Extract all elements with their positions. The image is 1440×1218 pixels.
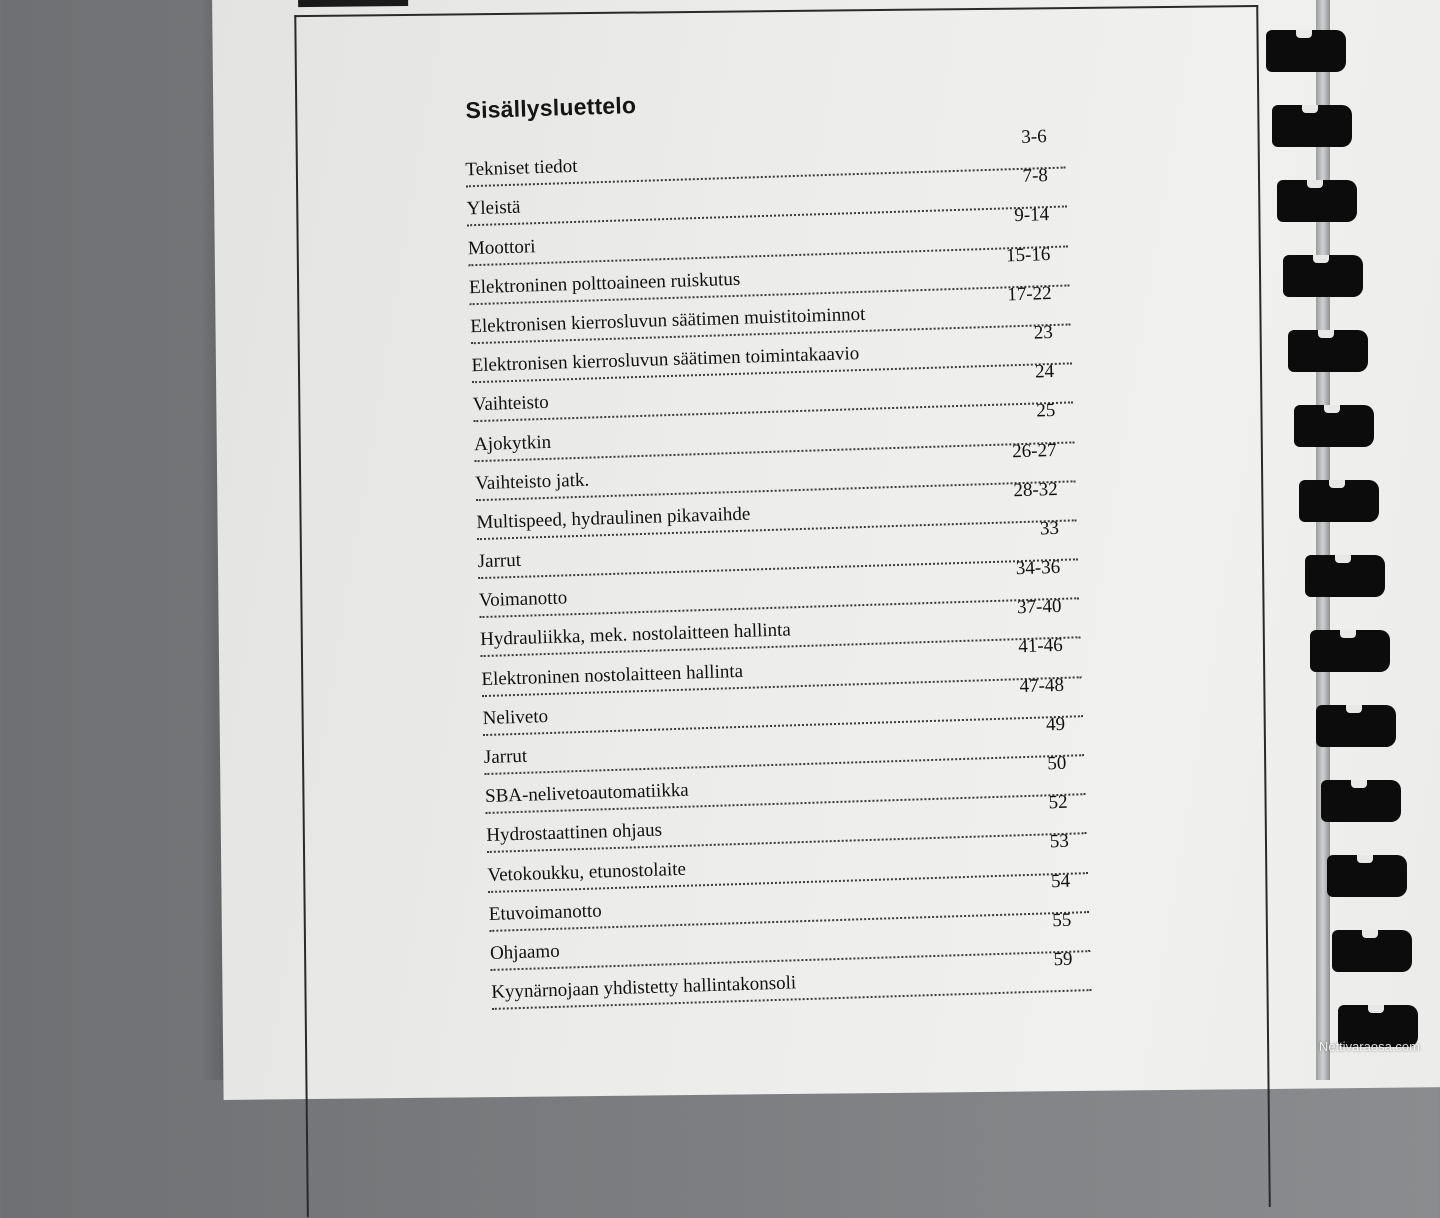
toc-entry-page: 25 (1035, 400, 1056, 422)
binding-spine (1316, 0, 1330, 1080)
toc-entry-page: 41-46 (1018, 635, 1063, 658)
binding-ring (1294, 405, 1374, 447)
toc-entry-label: Hydrostaattinen ohjaus (486, 819, 663, 847)
toc-entry-label: Ajokytkin (473, 431, 552, 455)
binding-ring (1327, 855, 1407, 897)
toc-entry-page: 59 (1053, 948, 1073, 971)
toc-entry-label: SBA-nelivetoautomatiikka (484, 779, 690, 808)
toc-entry-label: Neliveto (482, 705, 549, 729)
toc-entry-page: 34-36 (1015, 556, 1061, 580)
toc-entry-page: 24 (1034, 361, 1055, 383)
toc-entry-label: Elektronisen kierrosluvun säätimen muistitoiminnot (470, 303, 866, 338)
toc-entry-page: 47-48 (1019, 674, 1065, 697)
toc-entry-page: 26-27 (1011, 439, 1057, 462)
binding-ring (1316, 705, 1396, 747)
binding-ring (1305, 555, 1385, 597)
toc-entry-label: Multispeed, hydraulinen pikavaihde (476, 503, 751, 534)
table-of-contents (463, 79, 1091, 1011)
binding-ring (1283, 255, 1363, 297)
toc-entry-label: Elektronisen kierrosluvun säätimen toimintakaavio (471, 343, 860, 377)
toc-entry-page: 33 (1039, 517, 1060, 540)
binding-ring (1321, 780, 1401, 822)
watermark: Nettivaraosa.com (1318, 1039, 1420, 1054)
binding-ring (1332, 930, 1412, 972)
toc-entry-page: 55 (1051, 909, 1072, 932)
toc-entry-page: 7-8 (1022, 165, 1049, 188)
spiral-binding (1230, 0, 1440, 1080)
toc-list (465, 126, 1092, 1011)
toc-entry-label: Vaihteisto (472, 392, 550, 416)
toc-entry-label: Hydrauliikka, mek. nostolaitteen hallinta (479, 619, 792, 651)
page-header-tab (298, 0, 408, 7)
toc-entry-label: Tekniset tiedot (465, 156, 578, 181)
toc-entry-label: Jarrut (483, 745, 528, 769)
toc-entry-label: Moottori (467, 235, 536, 259)
toc-entry-page: 28-32 (1013, 478, 1059, 501)
binding-ring (1288, 330, 1368, 372)
toc-entry-page: 23 (1033, 321, 1054, 344)
toc-entry-label: Voimanotto (478, 587, 568, 612)
toc-entry-page: 54 (1050, 870, 1071, 892)
toc-entry-page: 17-22 (1006, 282, 1052, 306)
binding-ring (1272, 105, 1352, 147)
toc-entry-page: 3-6 (1021, 126, 1047, 148)
toc-entry-page: 50 (1047, 752, 1067, 775)
toc-entry-label: Elektroninen polttoaineen ruiskutus (468, 268, 741, 299)
toc-entry-page: 53 (1049, 831, 1070, 853)
toc-title: Sisällysluettelo (465, 91, 637, 124)
toc-entry-label: Vaihteisto jatk. (474, 469, 590, 494)
toc-entry-label: Yleistä (466, 197, 521, 220)
toc-entry-label: Vetokoukku, etunostolaite (487, 858, 687, 886)
binding-ring (1299, 480, 1379, 522)
toc-entry-page: 37-40 (1016, 596, 1062, 619)
toc-entry-label: Ohjaamo (489, 940, 560, 964)
toc-entry-page: 49 (1045, 713, 1066, 736)
toc-entry-label: Kyynärnojaan yhdistetty hallintakonsoli (490, 972, 797, 1004)
toc-entry-page: 15-16 (1005, 243, 1051, 266)
toc-entry-label: Jarrut (477, 549, 522, 573)
binding-ring (1310, 630, 1390, 672)
toc-entry-label: Elektroninen nostolaitteen hallinta (481, 660, 744, 690)
binding-ring (1266, 30, 1346, 72)
binding-ring (1277, 180, 1357, 222)
toc-entry-page: 9-14 (1013, 204, 1050, 227)
toc-entry-label: Etuvoimanotto (488, 900, 603, 925)
toc-entry-page: 52 (1048, 791, 1068, 814)
